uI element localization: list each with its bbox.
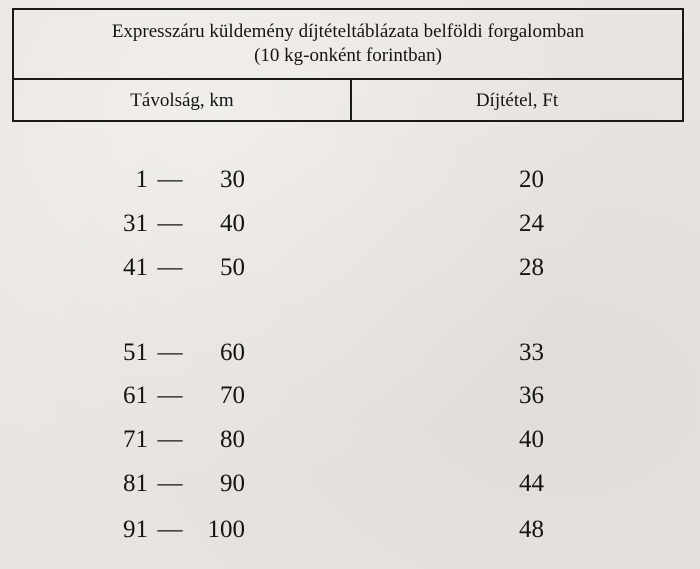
- distance-to: 30: [220, 166, 245, 193]
- table-row: [0, 333, 700, 373]
- distance-to: 40: [220, 210, 245, 237]
- table-title-line-1: Expresszáru küldemény díjtételtáblázata belföldi forgalomban: [111, 21, 585, 42]
- fee-value: 36: [519, 382, 544, 409]
- distance-to: 100: [207, 516, 245, 543]
- table-title: [14, 10, 682, 80]
- fee-value: 20: [519, 166, 544, 193]
- range-dash: —: [157, 339, 183, 366]
- table-row: [0, 420, 700, 460]
- range-dash: —: [157, 470, 183, 497]
- fee-value: 28: [519, 254, 544, 281]
- distance-from: 91: [123, 516, 148, 543]
- distance-to: 90: [220, 470, 245, 497]
- fee-value: 44: [519, 470, 544, 497]
- distance-from: 81: [123, 470, 148, 497]
- range-dash: —: [157, 382, 183, 409]
- table-row: [0, 510, 700, 550]
- column-header-fee: Díjtétel, Ft: [475, 90, 559, 111]
- table-row: [0, 464, 700, 504]
- distance-to: 50: [220, 254, 245, 281]
- range-dash: —: [157, 254, 183, 281]
- fee-value: 40: [519, 426, 544, 453]
- distance-to: 80: [220, 426, 245, 453]
- range-dash: —: [157, 516, 183, 543]
- fee-value: 24: [519, 210, 544, 237]
- distance-from: 51: [123, 339, 148, 366]
- column-header-distance: Távolság, km: [14, 80, 352, 122]
- table-row: [0, 160, 700, 200]
- table-header-box: [12, 8, 684, 122]
- distance-from: 61: [123, 382, 148, 409]
- distance-from: 41: [123, 254, 148, 281]
- distance-from: 31: [123, 210, 148, 237]
- distance-to: 60: [220, 339, 245, 366]
- table-title-line-2: (10 kg-onként forintban): [254, 45, 442, 66]
- fee-value: 33: [519, 339, 544, 366]
- range-dash: —: [157, 210, 183, 237]
- fee-value: 48: [519, 516, 544, 543]
- table-row: [0, 376, 700, 416]
- range-dash: —: [157, 426, 183, 453]
- table-row: [0, 204, 700, 244]
- distance-to: 70: [220, 382, 245, 409]
- table-row: [0, 248, 700, 288]
- range-dash: —: [157, 166, 183, 193]
- distance-from: 71: [123, 426, 148, 453]
- distance-from: 1: [135, 166, 148, 193]
